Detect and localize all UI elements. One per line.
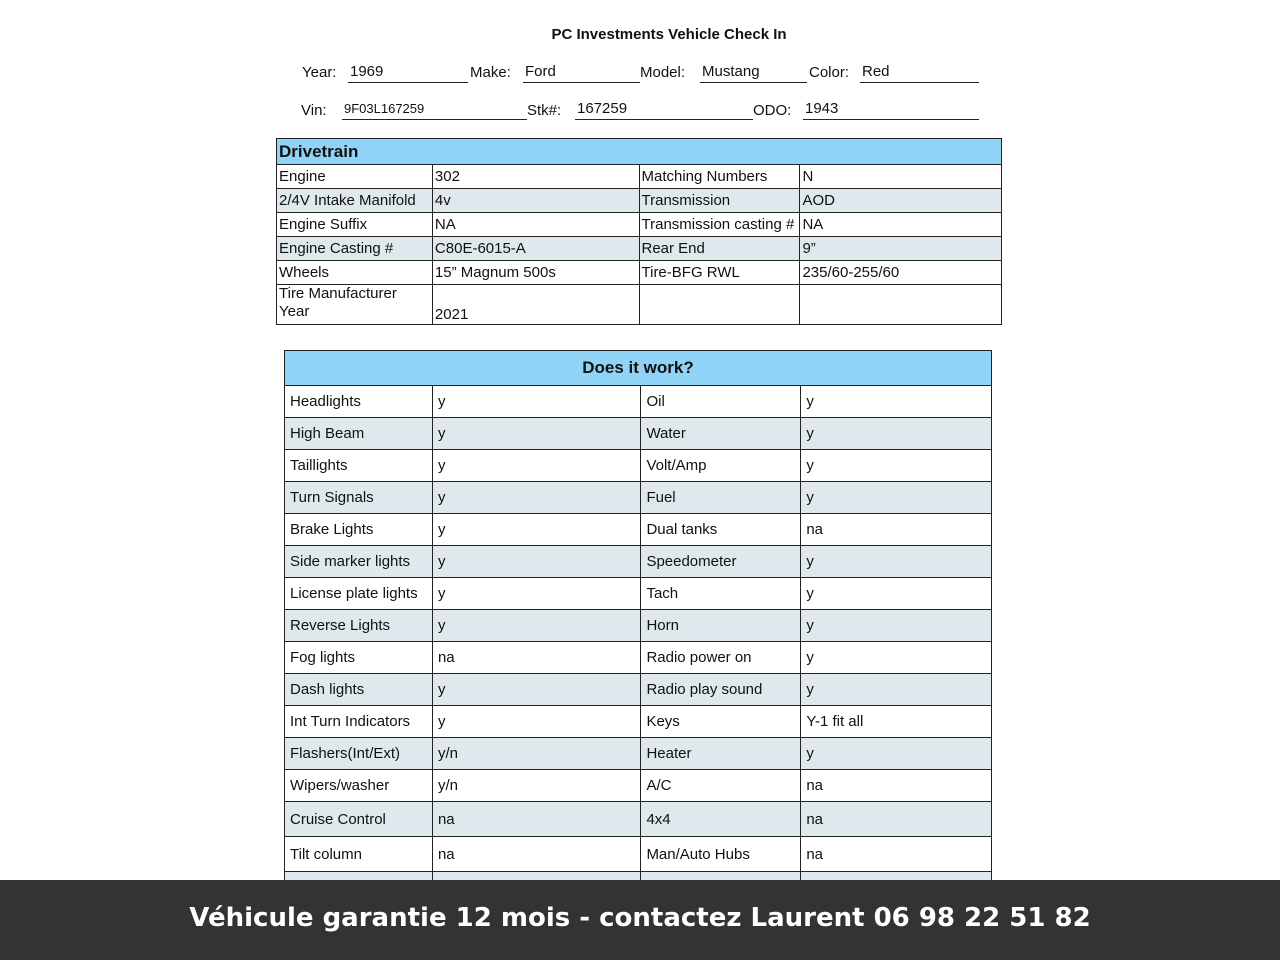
cell: A/C — [641, 770, 801, 802]
stk-label: Stk#: — [527, 102, 562, 119]
cell: Int Turn Indicators — [285, 706, 433, 738]
cell: Man/Auto Hubs — [641, 837, 801, 872]
cell: Cruise Control — [285, 802, 433, 837]
cell: y — [801, 610, 992, 642]
vin-field: 9F03L167259 — [342, 99, 527, 120]
cell: Engine Suffix — [277, 213, 433, 237]
cell: Wipers/washer — [285, 770, 433, 802]
cell: y — [432, 706, 640, 738]
table-row — [277, 261, 1002, 285]
cell: y — [801, 386, 992, 418]
cell: y — [432, 578, 640, 610]
cell: y — [432, 450, 640, 482]
table-row — [285, 514, 992, 546]
cell: 302 — [432, 165, 639, 189]
table-row — [285, 802, 992, 837]
cell: Side marker lights — [285, 546, 433, 578]
cell: Oil — [641, 386, 801, 418]
cell: y — [432, 482, 640, 514]
cell: Wheels — [277, 261, 433, 285]
cell: 2021 — [432, 285, 639, 325]
odo-field: 1943 — [803, 99, 979, 120]
cell: Flashers(Int/Ext) — [285, 738, 433, 770]
document-title: PC Investments Vehicle Check In — [551, 26, 787, 43]
vin-label: Vin: — [301, 102, 327, 119]
cell: Rear End — [639, 237, 800, 261]
cell: Tire-BFG RWL — [639, 261, 800, 285]
cell: Radio play sound — [641, 674, 801, 706]
table-row — [285, 706, 992, 738]
cell: Radio power on — [641, 642, 801, 674]
cell: Transmission — [639, 189, 800, 213]
make-label: Make: — [470, 64, 511, 81]
table-row — [285, 770, 992, 802]
cell: NA — [432, 213, 639, 237]
table-row — [277, 189, 1002, 213]
cell: y/n — [432, 738, 640, 770]
cell: y — [432, 674, 640, 706]
year-label: Year: — [302, 64, 337, 81]
cell: na — [432, 837, 640, 872]
cell: Fog lights — [285, 642, 433, 674]
cell — [639, 285, 800, 325]
cell: Water — [641, 418, 801, 450]
cell: y — [432, 546, 640, 578]
color-field: Red — [860, 62, 979, 83]
cell: Reverse Lights — [285, 610, 433, 642]
cell: y — [801, 450, 992, 482]
cell: Turn Signals — [285, 482, 433, 514]
cell: Horn — [641, 610, 801, 642]
cell: na — [801, 770, 992, 802]
table-row — [285, 674, 992, 706]
cell: y — [801, 642, 992, 674]
table-row — [285, 386, 992, 418]
odo-label: ODO: — [753, 102, 792, 119]
table-row — [285, 738, 992, 770]
cell: Y-1 fit all — [801, 706, 992, 738]
cell: Headlights — [285, 386, 433, 418]
cell: Fuel — [641, 482, 801, 514]
cell: Tach — [641, 578, 801, 610]
color-label: Color: — [809, 64, 850, 81]
table-row — [277, 285, 1002, 325]
table-row — [285, 610, 992, 642]
cell: na — [801, 802, 992, 837]
table-row — [285, 578, 992, 610]
model-label: Model: — [640, 64, 686, 81]
cell: y/n — [432, 770, 640, 802]
cell: 4v — [432, 189, 639, 213]
cell: License plate lights — [285, 578, 433, 610]
cell: y — [801, 482, 992, 514]
cell: NA — [800, 213, 1002, 237]
table-row — [277, 237, 1002, 261]
does-it-work-heading: Does it work? — [285, 351, 992, 386]
cell: y — [801, 738, 992, 770]
table-row — [285, 642, 992, 674]
cell: y — [432, 610, 640, 642]
cell: 15” Magnum 500s — [432, 261, 639, 285]
cell: na — [432, 802, 640, 837]
cell: Brake Lights — [285, 514, 433, 546]
cell: na — [432, 642, 640, 674]
cell: Taillights — [285, 450, 433, 482]
table-row — [285, 546, 992, 578]
cell: Dash lights — [285, 674, 433, 706]
cell: y — [801, 674, 992, 706]
year-field: 1969 — [348, 62, 468, 83]
table-row — [285, 837, 992, 872]
cell: Keys — [641, 706, 801, 738]
cell: 2/4V Intake Manifold — [277, 189, 433, 213]
cell: y — [801, 546, 992, 578]
make-field: Ford — [523, 62, 640, 83]
table-row — [285, 450, 992, 482]
cell: Volt/Amp — [641, 450, 801, 482]
stk-field: 167259 — [575, 99, 753, 120]
table-row — [277, 165, 1002, 189]
cell: Tire Manufacturer Year — [277, 285, 433, 325]
table-row — [277, 213, 1002, 237]
cell: Transmission casting # — [639, 213, 800, 237]
cell: 235/60-255/60 — [800, 261, 1002, 285]
cell: Matching Numbers — [639, 165, 800, 189]
drivetrain-table — [276, 138, 1002, 325]
cell: Dual tanks — [641, 514, 801, 546]
model-field: Mustang — [700, 62, 807, 83]
cell: Heater — [641, 738, 801, 770]
cell: 9” — [800, 237, 1002, 261]
cell: High Beam — [285, 418, 433, 450]
cell: y — [801, 578, 992, 610]
cell: Speedometer — [641, 546, 801, 578]
cell: AOD — [800, 189, 1002, 213]
cell: y — [801, 418, 992, 450]
cell: y — [432, 418, 640, 450]
cell: N — [800, 165, 1002, 189]
cell: C80E-6015-A — [432, 237, 639, 261]
cell: Tilt column — [285, 837, 433, 872]
footer-banner: Véhicule garantie 12 mois - contactez Laurent 06 98 22 51 82 — [0, 880, 1280, 960]
cell — [800, 285, 1002, 325]
cell: na — [801, 837, 992, 872]
drivetrain-heading: Drivetrain — [277, 139, 1002, 165]
cell: y — [432, 386, 640, 418]
cell: 4x4 — [641, 802, 801, 837]
cell: Engine — [277, 165, 433, 189]
table-row — [285, 418, 992, 450]
table-row — [285, 482, 992, 514]
cell: Engine Casting # — [277, 237, 433, 261]
cell: y — [432, 514, 640, 546]
cell: na — [801, 514, 992, 546]
does-it-work-table — [284, 350, 992, 904]
